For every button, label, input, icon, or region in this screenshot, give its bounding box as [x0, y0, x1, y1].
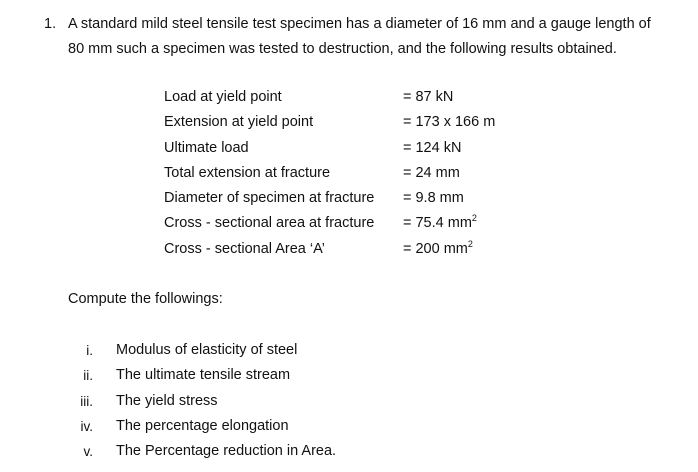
task-text: The percentage elongation — [116, 417, 289, 434]
result-value: = 9.8 mm — [403, 190, 464, 207]
task-text: The yield stress — [116, 392, 218, 409]
result-label: Cross - sectional Area ‘A’ — [164, 240, 325, 257]
result-label: Ultimate load — [164, 139, 249, 156]
question-text: A standard mild steel tensile test specimen has a diameter of 16 mm and a gauge length of 80 mm such a specimen was tested to destruction, and the following results obtained. — [68, 16, 651, 57]
result-value: = 173 x 166 m — [403, 114, 496, 131]
task-number: iv. — [80, 418, 93, 434]
result-label: Cross - sectional area at fracture — [164, 215, 375, 232]
task-text: The ultimate tensile stream — [116, 367, 291, 384]
result-value: = 87 kN — [403, 89, 454, 105]
task-text: The Percentage reduction in Area. — [116, 443, 337, 460]
task-number: i. — [86, 343, 93, 358]
result-value: = 24 mm — [403, 164, 460, 181]
task-item — [68, 363, 568, 388]
task-number: v. — [83, 444, 93, 460]
task-number: iii. — [80, 393, 93, 409]
task-item — [68, 414, 568, 439]
result-value: = 200 $mm^2$ — [403, 238, 473, 257]
task-number: ii. — [83, 368, 93, 384]
task-text: Modulus of elasticity of steel — [116, 342, 298, 358]
result-label: Total extension at fracture — [164, 164, 331, 181]
result-value: = 124 kN — [403, 139, 462, 156]
result-label: Extension at yield point — [164, 114, 314, 131]
task-item — [68, 439, 568, 464]
compute-heading: Compute the followings: — [68, 291, 223, 307]
task-item — [68, 338, 568, 363]
task-item — [68, 389, 568, 414]
task-list — [68, 338, 568, 464]
result-label: Diameter of specimen at fracture — [164, 190, 375, 207]
question-number: 1. — [44, 16, 57, 32]
result-label: Load at yield point — [164, 89, 282, 105]
result-value: = 75.4 $mm^2$ — [403, 213, 477, 232]
